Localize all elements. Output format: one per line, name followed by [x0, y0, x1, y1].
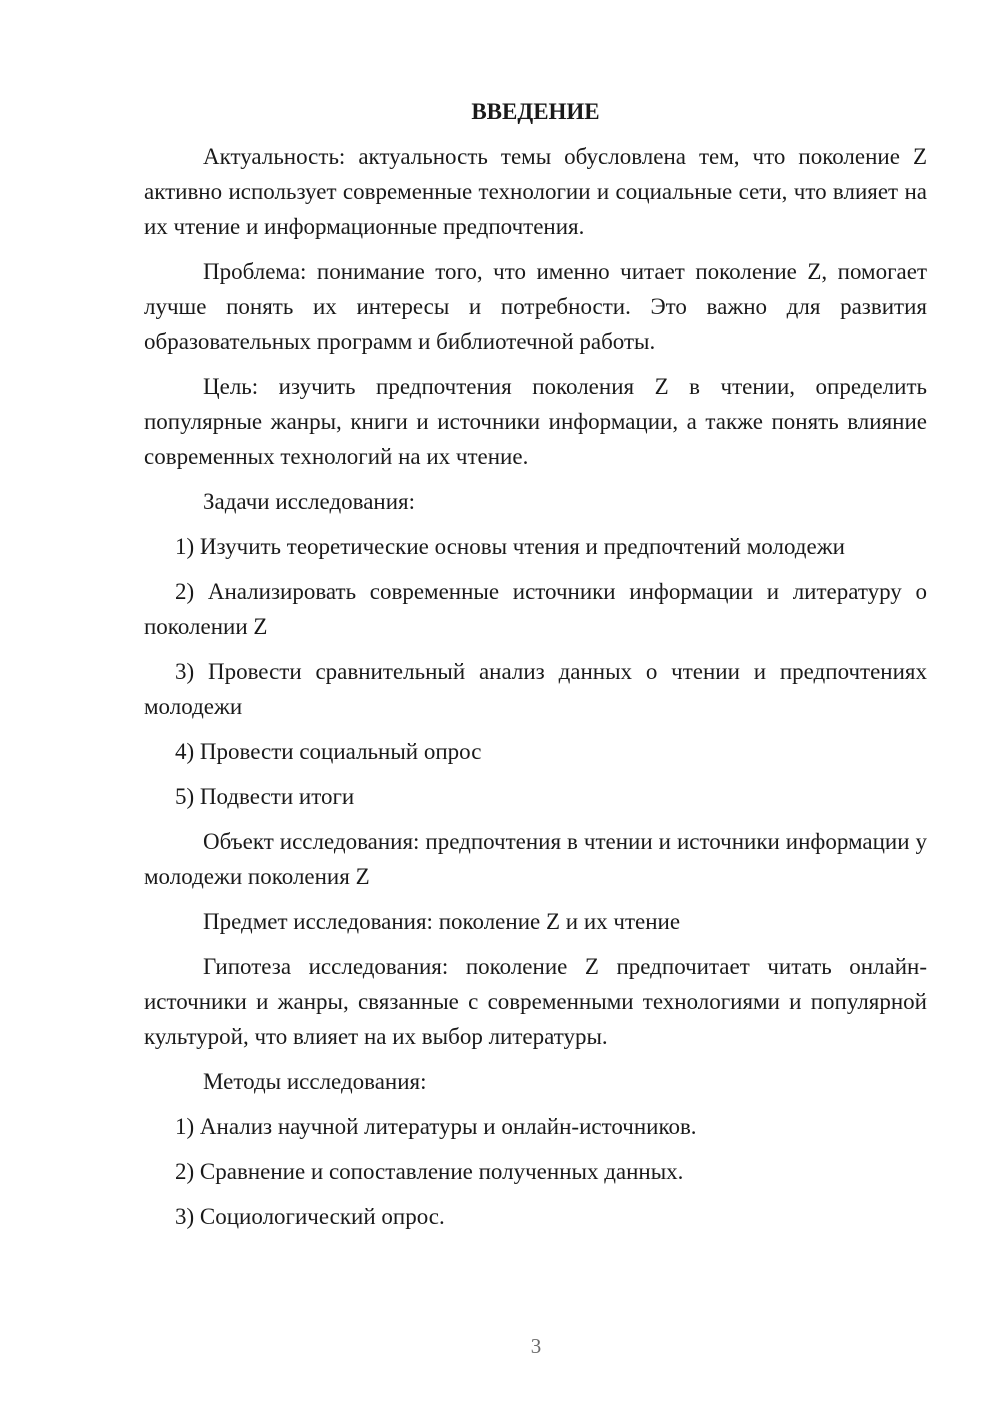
relevance-paragraph: Актуальность: актуальность темы обусловлена тем, что поколение Z активно использует современные технологии и социальные сети, что влияет на их чтение и информационные предпочтения.: [144, 144, 927, 239]
object-paragraph: Объект исследования: предпочтения в чтении и источники информации у молодежи поколения Z: [144, 829, 927, 889]
methods-heading: Методы исследования:: [203, 1069, 427, 1094]
task-item: 2) Анализировать современные источники информации и литературу о поколении Z: [144, 579, 927, 639]
task-item: 3) Провести сравнительный анализ данных о чтении и предпочтениях молодежи: [144, 659, 927, 719]
page-content: [144, 94, 927, 1244]
problem-paragraph: Проблема: понимание того, что именно читает поколение Z, помогает лучше понять их интересы и потребности. Это важно для развития образовательных программ и библиотечной работы.: [144, 259, 927, 354]
task-item: 4) Провести социальный опрос: [175, 739, 482, 764]
subject-paragraph: Предмет исследования: поколение Z и их чтение: [203, 909, 681, 934]
method-item: 1) Анализ научной литературы и онлайн-источников.: [175, 1114, 697, 1139]
hypothesis-paragraph: Гипотеза исследования: поколение Z предпочитает читать онлайн-источники и жанры, связанные с современными технологиями и популярной культурой, что влияет на их выбор литературы.: [144, 954, 927, 1049]
page-number: 3: [530, 1334, 542, 1358]
page-title: ВВЕДЕНИЕ: [471, 99, 600, 124]
method-item: 3) Социологический опрос.: [175, 1204, 445, 1229]
method-item: 2) Сравнение и сопоставление полученных данных.: [175, 1159, 684, 1184]
task-item: 1) Изучить теоретические основы чтения и предпочтений молодежи: [175, 534, 845, 559]
tasks-heading: Задачи исследования:: [203, 489, 416, 514]
task-item: 5) Подвести итоги: [175, 784, 355, 809]
goal-paragraph: Цель: изучить предпочтения поколения Z в чтении, определить популярные жанры, книги и источники информации, а также понять влияние современных технологий на их чтение.: [144, 374, 927, 469]
